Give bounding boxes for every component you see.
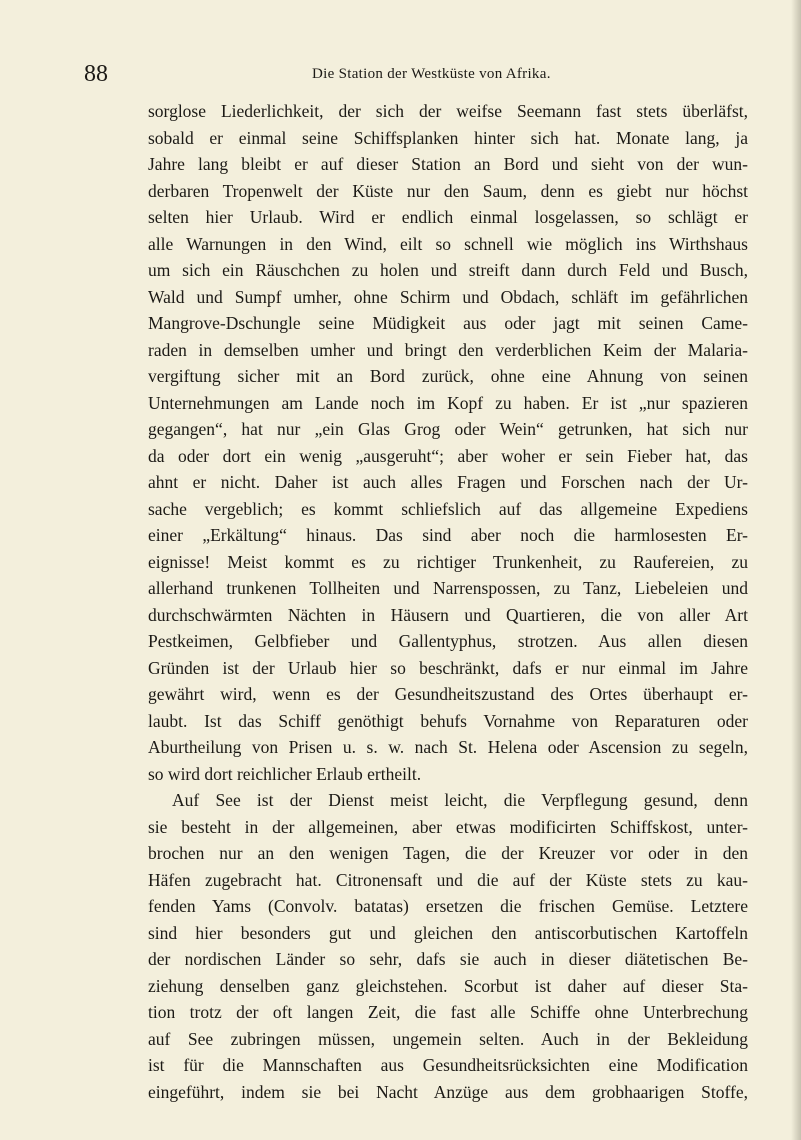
text-line: sobald er einmal seine Schiffsplanken hinter sich hat. Monate lang, ja (148, 127, 748, 148)
text-line: Mangrove-Dschungle seine Müdigkeit aus oder jagt mit seinen Came- (148, 313, 748, 333)
text-line: Aburtheilung von Prisen u. s. w. nach St. Helena oder Ascension zu segeln, (148, 737, 748, 757)
text-line: Pestkeimen, Gelbfieber und Gallentyphus, strotzen. Aus allen diesen (148, 631, 748, 651)
body-text (148, 98, 748, 1105)
text-line: selten hier Urlaub. Wird er endlich einmal losgelassen, so schlägt er (148, 207, 748, 227)
text-line: da oder dort ein wenig „ausgeruht“; aber woher er sein Fieber hat, das (148, 445, 748, 466)
text-line: sind hier besonders gut und gleichen den antiscorbutischen Kartoffeln (148, 922, 748, 943)
text-line: derbaren Tropenwelt der Küste nur den Saum, denn es giebt nur höchst (148, 180, 748, 201)
text-line: Unternehmungen am Lande noch im Kopf zu haben. Er ist „nur spazieren (148, 392, 748, 413)
text-line: der nordischen Länder so sehr, dafs sie auch in dieser diätetischen Be- (148, 949, 748, 969)
text-line: Wald und Sumpf umher, ohne Schirm und Obdach, schläft im gefährlichen (148, 286, 748, 307)
text-line: allerhand trunkenen Tollheiten und Narrenspossen, zu Tanz, Liebeleien und (148, 578, 748, 598)
text-line: eignisse! Meist kommt es zu richtiger Trunkenheit, zu Raufereien, zu (148, 551, 748, 572)
text-line: um sich ein Räuschchen zu holen und streift dann durch Feld und Busch, (148, 260, 748, 280)
text-line: brochen nur an den wenigen Tagen, die der Kreuzer vor oder in den (148, 843, 748, 863)
text-line: laubt. Ist das Schiff genöthigt behufs Vornahme von Reparaturen oder (148, 710, 748, 731)
running-head: Die Station der Westküste von Afrika. (312, 66, 551, 82)
text-line: gegangen“, hat nur „ein Glas Grog oder Wein“ getrunken, hat sich nur (148, 419, 748, 439)
text-line: gewährt wird, wenn es der Gesundheitszustand des Ortes überhaupt er- (148, 684, 748, 704)
text-line: ist für die Mannschaften aus Gesundheitsrücksichten eine Modification (148, 1055, 748, 1075)
page-header (84, 58, 724, 90)
text-line: alle Warnungen in den Wind, eilt so schnell wie möglich ins Wirthshaus (148, 233, 748, 254)
text-line: tion trotz der oft langen Zeit, die fast alle Schiffe ohne Unterbrechung (148, 1002, 748, 1022)
text-line: sache vergeblich; es kommt schliefslich auf das allgemeine Expediens (148, 498, 748, 519)
text-line: auf See zubringen müssen, ungemein selten. Auch in der Bekleidung (148, 1028, 748, 1049)
page-edge-shadow (791, 0, 801, 1140)
paragraph-start-line: Auf See ist der Dienst meist leicht, die Verpflegung gesund, denn (172, 790, 748, 810)
text-line: einer „Erkältung“ hinaus. Das sind aber noch die harmlosesten Er- (148, 525, 748, 545)
text-line: sorglose Liederlichkeit, der sich der weifse Seemann fast stets überläfst, (148, 101, 748, 121)
text-line: raden in demselben umher und bringt den verderblichen Keim der Malaria- (148, 339, 748, 360)
text-line: ahnt er nicht. Daher ist auch alles Fragen und Forschen nach der Ur- (148, 472, 748, 492)
text-line: vergiftung sicher mit an Bord zurück, ohne eine Ahnung von seinen (148, 366, 748, 386)
text-line: ziehung denselben ganz gleichstehen. Scorbut ist daher auf dieser Sta- (148, 975, 748, 996)
text-line: Häfen zugebracht hat. Citronensaft und die auf der Küste stets zu kau- (148, 869, 748, 890)
text-line: fenden Yams (Convolv. batatas) ersetzen die frischen Gemüse. Letztere (148, 896, 748, 916)
text-line: sie besteht in der allgemeinen, aber etwas modificirten Schiffskost, unter- (148, 816, 748, 837)
text-line: eingeführt, indem sie bei Nacht Anzüge aus dem grobhaarigen Stoffe, (148, 1081, 748, 1102)
paragraph-end-line: so wird dort reichlicher Erlaub ertheilt. (148, 763, 422, 784)
text-line: Jahre lang bleibt er auf dieser Station an Bord und sieht von der wun- (148, 154, 748, 174)
page-number: 88 (84, 61, 108, 87)
text-line: durchschwärmten Nächten in Häusern und Quartieren, die von aller Art (148, 604, 748, 625)
text-line: Gründen ist der Urlaub hier so beschränkt, dafs er nur einmal im Jahre (148, 657, 748, 678)
